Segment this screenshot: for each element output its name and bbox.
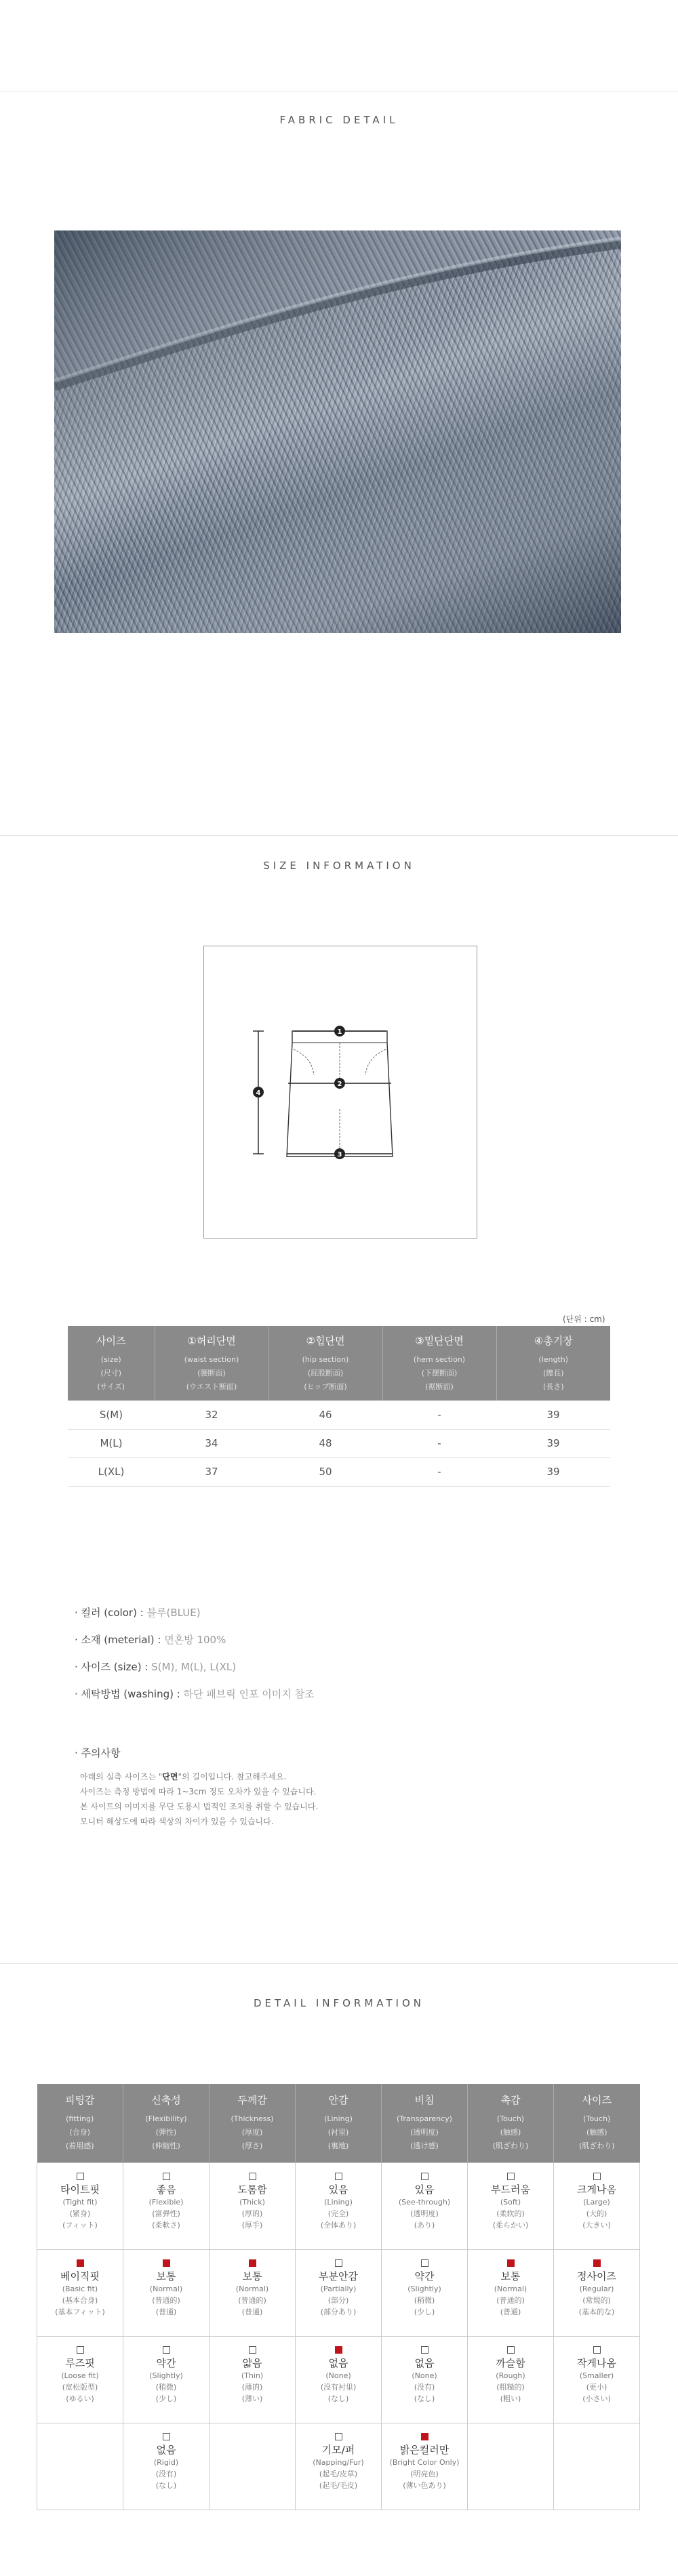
checkbox-unchecked <box>163 2346 170 2354</box>
note-line: 사이즈는 측정 방법에 따라 1~3cm 정도 오차가 있을 수 있습니다. <box>80 1787 317 1796</box>
waist-cell: 32 <box>155 1401 268 1429</box>
option-label: 얇음 <box>242 2356 262 2369</box>
detail-cell <box>123 2336 210 2423</box>
size-cell: S(M) <box>68 1401 155 1429</box>
detail-cell <box>210 2162 296 2249</box>
length-cell: 39 <box>496 1429 610 1457</box>
option-sublabel: (Lining) <box>324 2197 353 2207</box>
option-sublabel: (小さい) <box>582 2394 611 2403</box>
option-sublabel: (柔軟さ) <box>152 2220 180 2230</box>
checkbox-unchecked <box>421 2346 428 2354</box>
detail-cell <box>296 2249 382 2336</box>
option-sublabel: (Thin) <box>241 2371 264 2380</box>
option-sublabel: (Rough) <box>496 2371 525 2380</box>
option-sublabel: (厚手) <box>241 2220 263 2230</box>
spec-washing: · 세탁방법 (washing) : 하단 패브릭 인포 이미지 참조 <box>75 1688 315 1700</box>
option-sublabel: (没有) <box>414 2382 435 2392</box>
option-sublabel: (Partially) <box>320 2284 357 2293</box>
note-line: 모니터 해상도에 따라 색상의 차이가 있을 수 있습니다. <box>80 1817 274 1826</box>
checkbox-unchecked <box>335 2259 342 2267</box>
option-label: 루즈핏 <box>65 2356 95 2369</box>
option-label: 있음 <box>328 2183 348 2196</box>
checkbox-unchecked <box>421 2173 428 2180</box>
option-label: 부드러움 <box>491 2183 530 2196</box>
header-length: ④총기장 (length) (總長) (長さ) <box>496 1326 610 1401</box>
spec-color: · 컬러 (color) : 블루(BLUE) <box>75 1607 201 1619</box>
option-sublabel: (没有) <box>155 2469 177 2478</box>
checkbox-unchecked <box>335 2433 342 2440</box>
option-sublabel: (厚的) <box>241 2209 263 2218</box>
header-thickness: 두께감 (Thickness) (厚度) (厚さ) <box>210 2084 296 2162</box>
length-cell: 39 <box>496 1457 610 1486</box>
checkbox-checked <box>77 2259 84 2267</box>
detail-table-header <box>37 2084 640 2162</box>
option-sublabel: (None) <box>325 2371 351 2380</box>
checkbox-checked <box>593 2259 601 2267</box>
option-sublabel: (大的) <box>586 2209 607 2218</box>
detail-cell <box>37 2162 123 2249</box>
header-waist: ①허리단면 (waist section) (腰断面) (ウエスト断面) <box>155 1326 268 1401</box>
option-sublabel: (普通的) <box>152 2295 180 2305</box>
checkbox-unchecked <box>163 2173 170 2180</box>
skirt-diagram <box>203 946 477 1239</box>
detail-row <box>37 2336 640 2423</box>
option-sublabel: (富弹性) <box>152 2209 180 2218</box>
option-sublabel: (基本的な) <box>578 2307 615 2316</box>
option-sublabel: (稍微) <box>414 2295 435 2305</box>
marker-1 <box>334 1026 345 1037</box>
option-sublabel: (Normal) <box>149 2284 183 2293</box>
section-divider <box>0 1963 678 1964</box>
header-transparency: 비침 (Transparency) (透明度) (透け感) <box>382 2084 468 2162</box>
option-sublabel: (Basic fit) <box>62 2284 98 2293</box>
option-label: 타이트핏 <box>60 2183 100 2196</box>
detail-cell <box>468 2336 554 2423</box>
detail-row <box>37 2249 640 2336</box>
option-sublabel: (Normal) <box>235 2284 269 2293</box>
marker-3 <box>334 1148 345 1159</box>
table-row <box>68 1457 610 1486</box>
checkbox-checked <box>421 2433 428 2440</box>
option-label: 정사이즈 <box>577 2270 616 2282</box>
detail-cell <box>296 2423 382 2510</box>
header-touch: 촉감 (Touch) (触感) (肌ざわり) <box>468 2084 554 2162</box>
fabric-image <box>54 230 621 633</box>
option-sublabel: (なし) <box>414 2394 435 2403</box>
option-sublabel: (Loose fit) <box>61 2371 99 2380</box>
option-label: 밝은컬러만 <box>399 2443 450 2456</box>
size-table-header <box>68 1326 610 1401</box>
option-label: 도톰함 <box>237 2183 267 2196</box>
unit-label: (단위 : cm) <box>563 1314 605 1324</box>
checkbox-checked <box>507 2259 515 2267</box>
option-sublabel: (薄い) <box>241 2394 263 2403</box>
detail-cell <box>468 2162 554 2249</box>
detail-cell <box>296 2162 382 2249</box>
detail-table-body <box>37 2162 640 2510</box>
option-label: 크게나옴 <box>577 2183 616 2196</box>
detail-row <box>37 2162 640 2249</box>
option-sublabel: (Rigid) <box>153 2457 179 2467</box>
option-sublabel: (基本合身) <box>62 2295 98 2305</box>
denim-texture <box>54 230 621 633</box>
option-sublabel: (なし) <box>155 2480 177 2490</box>
section-divider <box>0 835 678 836</box>
size-table <box>68 1326 610 1487</box>
option-label: 작게나옴 <box>577 2356 616 2369</box>
detail-cell <box>37 2336 123 2423</box>
option-sublabel: (全体あり) <box>320 2220 357 2230</box>
option-sublabel: (あり) <box>414 2220 435 2230</box>
option-label: 없음 <box>156 2443 176 2456</box>
checkbox-unchecked <box>593 2346 601 2354</box>
option-sublabel: (Slightly) <box>407 2284 441 2293</box>
option-sublabel: (柔らかい) <box>492 2220 529 2230</box>
option-sublabel: (紧身) <box>69 2209 91 2218</box>
option-sublabel: (粗糙的) <box>496 2382 525 2392</box>
svg-text:3: 3 <box>337 1151 342 1159</box>
notes-title: · 주의사항 <box>75 1747 121 1759</box>
spec-size: · 사이즈 (size) : S(M), M(L), L(XL) <box>75 1661 237 1673</box>
option-sublabel: (起毛/毛皮) <box>319 2480 358 2490</box>
checkbox-unchecked <box>421 2259 428 2267</box>
option-sublabel: (Thick) <box>239 2197 265 2207</box>
option-label: 부분안감 <box>319 2270 358 2282</box>
option-sublabel: (Napping/Fur) <box>313 2457 364 2467</box>
header-fitting: 피팅감 (fitting) (合身) (着用感) <box>37 2084 123 2162</box>
table-row <box>68 1401 610 1429</box>
option-sublabel: (部分) <box>327 2295 349 2305</box>
detail-cell <box>382 2423 468 2510</box>
detail-cell <box>554 2249 640 2336</box>
table-row <box>68 1429 610 1457</box>
size-information-title: SIZE INFORMATION <box>263 860 415 872</box>
option-sublabel: (Large) <box>583 2197 610 2207</box>
size-cell: L(XL) <box>68 1457 155 1486</box>
svg-text:1: 1 <box>337 1028 342 1036</box>
marker-4 <box>253 1087 264 1098</box>
svg-text:2: 2 <box>337 1081 342 1088</box>
fabric-detail-title: FABRIC DETAIL <box>279 114 399 126</box>
waist-cell: 34 <box>155 1429 268 1457</box>
hem-cell: - <box>382 1401 496 1429</box>
option-label: 까슬함 <box>496 2356 525 2369</box>
option-sublabel: (少し) <box>414 2307 435 2316</box>
checkbox-checked <box>335 2346 342 2354</box>
option-label: 없음 <box>328 2356 348 2369</box>
option-sublabel: (Smaller) <box>579 2371 614 2380</box>
option-sublabel: (普通) <box>241 2307 263 2316</box>
option-sublabel: (Regular) <box>579 2284 614 2293</box>
option-label: 베이직핏 <box>60 2270 100 2282</box>
waist-cell: 37 <box>155 1457 268 1486</box>
option-sublabel: (稍微) <box>155 2382 177 2392</box>
option-label: 보통 <box>156 2270 176 2282</box>
option-sublabel: (部分あり) <box>320 2307 357 2316</box>
marker-2 <box>334 1078 345 1089</box>
detail-cell <box>382 2249 468 2336</box>
option-sublabel: (ゆるい) <box>66 2394 94 2403</box>
option-sublabel: (粗い) <box>500 2394 521 2403</box>
spec-material: · 소재 (meterial) : 면혼방 100% <box>75 1634 226 1646</box>
option-label: 보통 <box>500 2270 521 2282</box>
option-sublabel: (普通的) <box>496 2295 525 2305</box>
option-sublabel: (Slightly) <box>149 2371 183 2380</box>
option-sublabel: (薄的) <box>241 2382 263 2392</box>
detail-information-title: DETAIL INFORMATION <box>254 1997 424 2009</box>
top-divider <box>0 91 678 92</box>
option-sublabel: (更小) <box>586 2382 607 2392</box>
option-sublabel: (Tight fit) <box>62 2197 98 2207</box>
note-line: 아래의 실측 사이즈는 "단면"의 길이입니다. 참고해주세요. <box>80 1772 287 1782</box>
detail-cell <box>554 2162 640 2249</box>
option-sublabel: (Normal) <box>494 2284 527 2293</box>
option-sublabel: (起毛/皮草) <box>319 2469 358 2478</box>
svg-text:4: 4 <box>256 1089 261 1097</box>
checkbox-unchecked <box>163 2433 170 2440</box>
checkbox-unchecked <box>249 2346 256 2354</box>
option-sublabel: (大きい) <box>582 2220 611 2230</box>
detail-cell <box>123 2423 210 2510</box>
option-sublabel: (完全) <box>327 2209 349 2218</box>
option-sublabel: (没有衬里) <box>320 2382 357 2392</box>
header-hip: ②힙단면 (hip section) (屁股断面) (ヒップ断面) <box>268 1326 382 1401</box>
option-sublabel: (宽松版型) <box>62 2382 98 2392</box>
detail-cell <box>468 2249 554 2336</box>
option-sublabel: (See-through) <box>398 2197 451 2207</box>
option-sublabel: (Flexible) <box>148 2197 184 2207</box>
detail-cell <box>382 2162 468 2249</box>
option-label: 약간 <box>156 2356 176 2369</box>
option-label: 기모/퍼 <box>321 2443 355 2456</box>
checkbox-unchecked <box>77 2346 84 2354</box>
option-label: 좋음 <box>156 2183 176 2196</box>
checkbox-unchecked <box>507 2173 515 2180</box>
detail-cell <box>554 2336 640 2423</box>
option-sublabel: (基本フィット) <box>55 2307 105 2316</box>
option-sublabel: (なし) <box>327 2394 349 2403</box>
detail-cell <box>296 2336 382 2423</box>
detail-table <box>37 2084 640 2510</box>
hem-cell: - <box>382 1429 496 1457</box>
checkbox-unchecked <box>593 2173 601 2180</box>
checkbox-unchecked <box>335 2173 342 2180</box>
checkbox-unchecked <box>77 2173 84 2180</box>
header-size: 사이즈 (size) (尺寸) (サイズ) <box>68 1326 155 1401</box>
detail-cell <box>210 2336 296 2423</box>
hem-cell: - <box>382 1457 496 1486</box>
checkbox-checked <box>163 2259 170 2267</box>
header-lining: 안감 (Lining) (衬里) (裏地) <box>296 2084 382 2162</box>
option-sublabel: (透明度) <box>410 2209 439 2218</box>
hip-cell: 50 <box>268 1457 382 1486</box>
detail-cell <box>468 2423 554 2510</box>
checkbox-checked <box>249 2259 256 2267</box>
header-size: 사이즈 (Touch) (触感) (肌ざわり) <box>554 2084 640 2162</box>
option-sublabel: (柔软的) <box>496 2209 525 2218</box>
size-cell: M(L) <box>68 1429 155 1457</box>
detail-cell <box>123 2162 210 2249</box>
option-label: 있음 <box>414 2183 435 2196</box>
hip-cell: 48 <box>268 1429 382 1457</box>
option-label: 약간 <box>414 2270 435 2282</box>
option-sublabel: (少し) <box>155 2394 177 2403</box>
detail-cell <box>37 2423 123 2510</box>
note-line: 본 사이트의 이미지를 무단 도용시 법적인 조치를 취할 수 있습니다. <box>80 1802 319 1811</box>
skirt-drawing <box>204 946 478 1239</box>
header-hem: ③밑단단면 (hem section) (下摆断面) (裾断面) <box>382 1326 496 1401</box>
option-sublabel: (普通) <box>500 2307 521 2316</box>
option-sublabel: (明亮色) <box>410 2469 439 2478</box>
option-sublabel: (None) <box>412 2371 437 2380</box>
option-sublabel: (Bright Color Only) <box>389 2457 460 2467</box>
length-cell: 39 <box>496 1401 610 1429</box>
option-sublabel: (普通) <box>155 2307 177 2316</box>
detail-cell <box>554 2423 640 2510</box>
detail-cell <box>210 2423 296 2510</box>
detail-row <box>37 2423 640 2510</box>
hip-cell: 46 <box>268 1401 382 1429</box>
option-label: 없음 <box>414 2356 435 2369</box>
option-label: 보통 <box>242 2270 262 2282</box>
option-sublabel: (常規的) <box>582 2295 611 2305</box>
detail-cell <box>37 2249 123 2336</box>
option-sublabel: (フィット) <box>62 2220 98 2230</box>
option-sublabel: (普通的) <box>238 2295 266 2305</box>
detail-cell <box>123 2249 210 2336</box>
detail-cell <box>382 2336 468 2423</box>
detail-cell <box>210 2249 296 2336</box>
header-flexibility: 신축성 (Flexibility) (彈性) (伸縮性) <box>123 2084 210 2162</box>
checkbox-unchecked <box>507 2346 515 2354</box>
option-sublabel: (薄い色あり) <box>403 2480 446 2490</box>
option-sublabel: (Soft) <box>500 2197 521 2207</box>
checkbox-unchecked <box>249 2173 256 2180</box>
